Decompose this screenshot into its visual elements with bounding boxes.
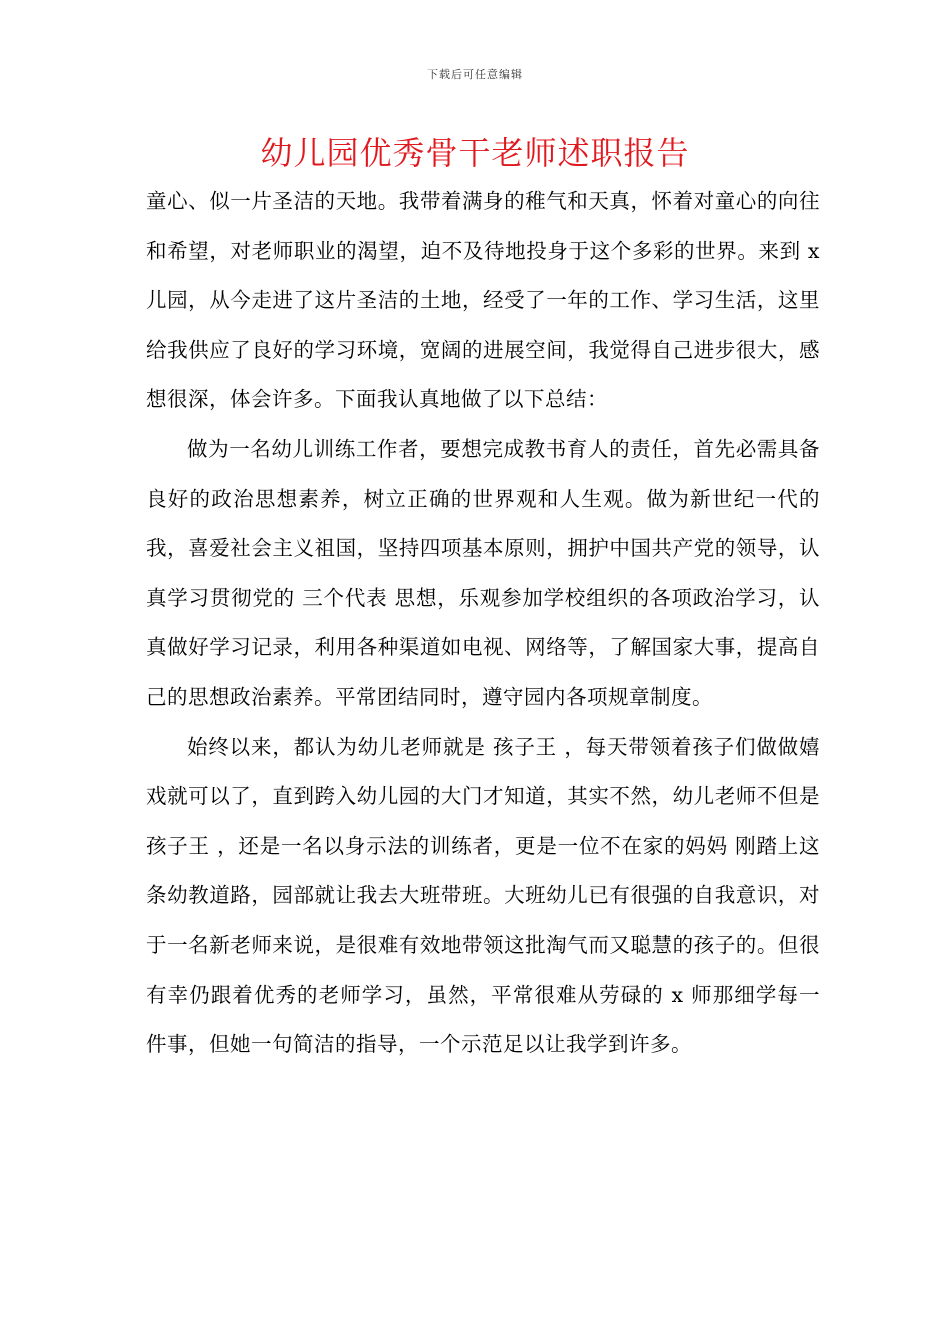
document-body [146, 177, 820, 1070]
paragraph-experience: 始终以来，都认为幼儿老师就是 孩子王 ，每天带领着孩子们做做嬉戏就可以了，直到跨入幼儿园的大门才知道，其实不然，幼儿老师不但是 孩子王 ，还是一名以身示法的训练者，更是一位不在家的妈妈 刚踏上这条幼教道路，园部就让我去大班带班。大班幼儿已有很强的自我意识，对于一名新老师来说，是很难有效地带领这批淘气而又聪慧的孩子的。但很有幸仍跟着优秀的老师学习，虽然，平常很难从劳碌的 x 师那细学每一件事，但她一句简洁的指导，一个示范足以让我学到许多。 [146, 734, 820, 1057]
page-header: 下载后可任意编辑 [427, 68, 523, 81]
paragraph-intro: 童心、似一片圣洁的天地。我带着满身的稚气和天真，怀着对童心的向往和希望，对老师职业的渴望，迫不及待地投身于这个多彩的世界。来到 x 儿园，从今走进了这片圣洁的土地，经受了一年的工作、学习生活，这里给我供应了良好的学习环境，宽阔的进展空间，我觉得自己进步很大，感想很深，体会许多。下面我认真地做了以下总结： [146, 189, 820, 412]
paragraph-political: 做为一名幼儿训练工作者，要想完成教书育人的责任，首先必需具备良好的政治思想素养，树立正确的世界观和人生观。做为新世纪一代的我，喜爱社会主义祖国，坚持四项基本原则，拥护中国共产党的领导，认真学习贯彻党的 三个代表 思想，乐观参加学校组织的各项政治学习，认真做好学习记录，利用各种渠道如电视、网络等，了解国家大事，提高自己的思想政治素养。平常团结同时，遵守园内各项规章制度。 [146, 436, 820, 709]
document-title: 幼儿园优秀骨干老师述职报告 [260, 134, 690, 172]
